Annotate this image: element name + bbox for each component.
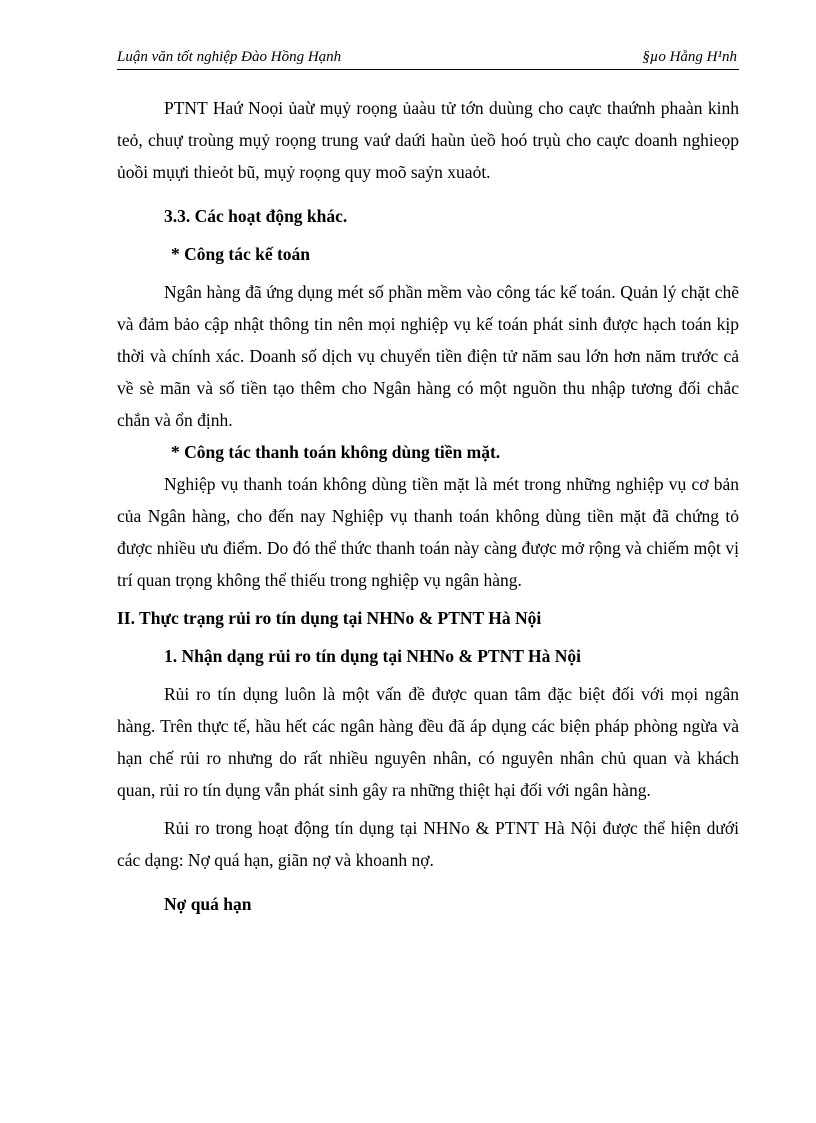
header-left-text: Luận văn tốt nghiệp Đào Hồng Hạnh <box>117 49 342 65</box>
paragraph-credit-risk: Rủi ro tín dụng luôn là một vấn đề được quan tâm đặc biệt đối với mọi ngân hàng. Trên thực tế, hầu hết các ngân hàng đều đã áp dụng các biện pháp phòng ngừa và hạn chế rủi ro nhưng do rất nhiều nguyên nhân, có nguyên nhân chủ quan và khách quan, rủi ro tín dụng vẫn phát sinh gây ra những thiệt hại đối với ngân hàng. <box>117 684 739 800</box>
heading-accounting: * Công tác kế toán <box>171 244 311 264</box>
heading-overdue-debt: Nợ quá hạn <box>164 894 252 914</box>
heading-section-3-3: 3.3. Các hoạt động khác. <box>164 206 348 226</box>
paragraph-accounting: Ngân hàng đã ứng dụng mét số phần mềm vào công tác kế toán. Quản lý chặt chẽ và đảm bảo cập nhật thông tin nên mọi nghiệp vụ kế toán phát sinh được hạch toán kịp thời và chính xác. Doanh số dịch vụ chuyển tiền điện tử năm sau lớn hơn năm trước cả về sè mãn và số tiền tạo thêm cho Ngân hàng có một nguồn thu nhập tương đối chắc chắn và ổn định. <box>117 282 739 430</box>
paragraph-cashless-payment: Nghiệp vụ thanh toán không dùng tiền mặt là mét trong những nghiệp vụ cơ bản của Ngân hàng, cho đến nay Nghiệp vụ thanh toán không dùng tiền mặt đã chứng tỏ được nhiều ưu điểm. Do đó thể thức thanh toán này càng được mở rộng và chiếm một vị trí quan trọng không thể thiếu trong nghiệp vụ ngân hàng. <box>117 474 739 590</box>
document-body <box>117 92 739 920</box>
heading-cashless-payment: * Công tác thanh toán không dùng tiền mặt. <box>171 442 501 462</box>
heading-section-II: II. Thực trạng rủi ro tín dụng tại NHNo & PTNT Hà Nội <box>117 608 542 628</box>
paragraph-intro: PTNT Haứ Noọi ủaừ mụỷ roọng ủaàu tử tớn duùng cho caực thaứnh phaàn kinh teỏ, chuự troùng mụỷ roọng trung vaứ daứi haùn ủeồ hoó trụù cho caực doanh nghieọp ủoồi mụựi thieỏt bũ, mụỷ roọng quy moõ saỷn xuaỏt. <box>117 98 739 182</box>
header-right-text: §µo Hång H¹nh <box>642 49 737 65</box>
heading-section-1: 1. Nhận dạng rủi ro tín dụng tại NHNo & PTNT Hà Nội <box>164 646 582 666</box>
page-header <box>117 47 739 70</box>
paragraph-risk-forms: Rủi ro trong hoạt động tín dụng tại NHNo & PTNT Hà Nội được thể hiện dưới các dạng: Nợ quá hạn, giãn nợ và khoanh nợ. <box>117 818 739 870</box>
